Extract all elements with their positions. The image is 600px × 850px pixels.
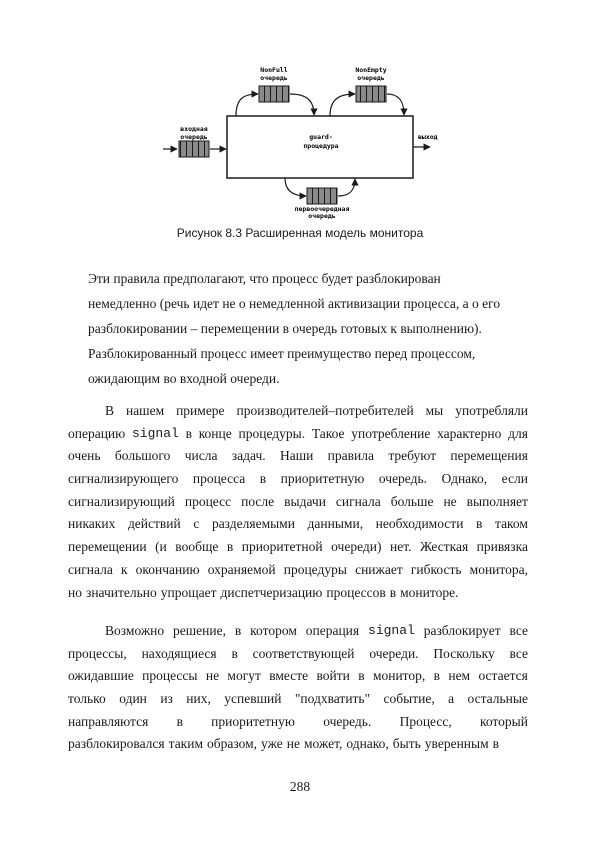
word: в bbox=[476, 516, 483, 532]
word: приоритетную bbox=[211, 713, 295, 729]
word: в bbox=[231, 645, 238, 661]
paragraph-1-line: разблокировании – перемещении в очередь готовых к выполнению). bbox=[88, 321, 482, 336]
word: очереди. bbox=[369, 645, 419, 661]
word: числа bbox=[184, 448, 218, 464]
arrow-from-nonempty bbox=[387, 94, 404, 115]
word: данными, bbox=[307, 516, 364, 532]
word: Наши bbox=[279, 448, 314, 464]
label-input: входная bbox=[180, 125, 208, 133]
paragraph2-line bbox=[68, 423, 528, 446]
word: процесс bbox=[184, 493, 232, 509]
word: уже bbox=[261, 736, 283, 752]
word: могут bbox=[227, 668, 261, 684]
word: значительно bbox=[85, 584, 157, 600]
word: процессы bbox=[142, 668, 198, 684]
paragraph-1-line: ожидающим во входной очереди. bbox=[88, 371, 280, 386]
word: требуют bbox=[388, 448, 437, 464]
word: из bbox=[160, 691, 173, 707]
word: успевший bbox=[224, 691, 282, 707]
arrow-to-nonempty bbox=[330, 94, 355, 116]
paragraph2-line bbox=[68, 513, 528, 536]
word: в bbox=[358, 668, 365, 684]
word: диспетчеризацию bbox=[220, 584, 323, 600]
word: направляются bbox=[68, 713, 149, 729]
word: процессов bbox=[326, 584, 386, 600]
word: окончанию bbox=[135, 561, 200, 577]
nonfull-queue bbox=[259, 86, 289, 102]
word: сигнализирующего bbox=[68, 471, 179, 487]
word: соответствующей bbox=[252, 645, 355, 661]
word: охраняемой bbox=[207, 561, 276, 577]
word: в bbox=[492, 736, 500, 752]
paragraph-1-line: немедленно (речь идет не о немедленной активизации процесса, а о его bbox=[88, 296, 501, 311]
paragraph3-line bbox=[68, 620, 528, 643]
word: приоритетную bbox=[280, 471, 365, 487]
word: может, bbox=[303, 736, 343, 752]
arrow-to-priority bbox=[285, 178, 306, 196]
word: не bbox=[443, 493, 457, 509]
word: никаких bbox=[68, 516, 116, 532]
paragraph2-line bbox=[68, 445, 528, 468]
code-term: signal bbox=[368, 623, 415, 638]
arrow-to-nonfull bbox=[236, 94, 258, 116]
word: большого bbox=[114, 448, 171, 464]
word: очень bbox=[68, 448, 101, 464]
word: больше bbox=[390, 493, 434, 509]
code-term: signal bbox=[132, 425, 179, 441]
paragraph-3 bbox=[68, 620, 528, 756]
word: в bbox=[234, 623, 242, 638]
label-nonempty-queue: очередь bbox=[357, 74, 385, 82]
word: нем bbox=[448, 668, 471, 684]
nonempty-queue bbox=[356, 86, 386, 102]
word: в bbox=[226, 539, 234, 555]
word: образом, bbox=[207, 736, 258, 752]
word: Возможно bbox=[105, 623, 165, 638]
paragraph3-line bbox=[68, 733, 528, 756]
word: (и bbox=[155, 539, 167, 555]
word: примере bbox=[176, 403, 225, 418]
word: один bbox=[119, 691, 147, 707]
paragraph2-line bbox=[68, 559, 528, 582]
arrow-from-priority bbox=[338, 179, 355, 196]
figure-caption: Рисунок 8.3 Расширенная модель монитора bbox=[176, 226, 424, 240]
paragraph3-line bbox=[68, 643, 528, 666]
word: монитора, bbox=[469, 561, 528, 577]
word: привязка bbox=[476, 539, 528, 555]
word: не bbox=[205, 668, 220, 684]
word: выдачи bbox=[284, 493, 326, 509]
word: очередь. bbox=[323, 713, 372, 729]
word: Однако, bbox=[441, 471, 488, 487]
word: снижает bbox=[355, 561, 403, 577]
word: разблокирует bbox=[423, 623, 501, 638]
word: Жесткая bbox=[419, 539, 469, 555]
word: действий bbox=[127, 516, 181, 532]
word: находящиеся bbox=[141, 645, 217, 661]
word: производителей–потребителей bbox=[236, 403, 414, 418]
word: вообще bbox=[175, 539, 219, 555]
paragraph-1-line: Эти правила предполагают, что процесс будет разблокирован bbox=[88, 271, 441, 286]
word: остается bbox=[478, 668, 528, 684]
word: все bbox=[509, 623, 528, 638]
page-number: 288 bbox=[289, 779, 311, 794]
word: сигнализирующий bbox=[68, 493, 175, 509]
label-priority-queue: очередь bbox=[308, 212, 336, 220]
word: однако, bbox=[346, 736, 389, 752]
word: употребление bbox=[351, 425, 431, 441]
word: в bbox=[433, 668, 440, 684]
word: операцию bbox=[68, 425, 126, 441]
word: сигнала bbox=[68, 561, 113, 577]
word: процессы, bbox=[68, 645, 127, 661]
word: В bbox=[105, 403, 115, 418]
word: правила bbox=[327, 448, 374, 464]
word: процедуры bbox=[283, 561, 347, 577]
word: который bbox=[479, 713, 528, 729]
label-guard-procedure: процедура bbox=[303, 142, 339, 150]
word: Такое bbox=[311, 425, 345, 441]
label-guard: guard- bbox=[309, 133, 333, 141]
word: необходимости bbox=[375, 516, 464, 532]
word: нашем bbox=[125, 403, 165, 418]
paragraph3-line bbox=[68, 665, 528, 688]
word: перемещении bbox=[68, 539, 147, 555]
word: очереди) bbox=[331, 539, 382, 555]
word: уверенным bbox=[424, 736, 489, 752]
word: с bbox=[193, 516, 200, 532]
word: нет. bbox=[389, 539, 412, 555]
word: Процесс, bbox=[399, 713, 452, 729]
label-priority: первоочередная bbox=[294, 205, 350, 213]
word: таким bbox=[168, 736, 204, 752]
word: них, bbox=[186, 691, 211, 707]
word: вместе bbox=[269, 668, 309, 684]
word: а bbox=[448, 691, 455, 707]
word: Поскольку bbox=[433, 645, 495, 661]
word: "подхватить" bbox=[294, 691, 371, 707]
word: решение, bbox=[173, 623, 226, 638]
paragraph3-line bbox=[68, 711, 528, 734]
paragraph-2 bbox=[68, 400, 528, 604]
word: задач. bbox=[231, 448, 266, 464]
word: разблокировался bbox=[68, 736, 165, 752]
word: в bbox=[259, 471, 267, 487]
word: процесса bbox=[192, 471, 246, 487]
paragraph2-line bbox=[68, 468, 528, 491]
word: разделяемыми bbox=[211, 516, 295, 532]
word: монитор, bbox=[372, 668, 426, 684]
word: перемещения bbox=[450, 448, 528, 464]
word: если bbox=[501, 471, 528, 487]
word: операция bbox=[305, 623, 360, 638]
word: быть bbox=[392, 736, 421, 752]
word: в bbox=[389, 584, 397, 600]
word: выполняет bbox=[466, 493, 528, 509]
input-queue bbox=[179, 141, 209, 157]
priority-queue bbox=[307, 188, 337, 204]
monitor-model-figure bbox=[0, 0, 600, 220]
label-nonfull-queue: очередь bbox=[260, 74, 288, 82]
word: ожидавшие bbox=[68, 668, 134, 684]
paragraph2-line bbox=[68, 582, 528, 605]
word: сигнала bbox=[335, 493, 381, 509]
paragraph2-line bbox=[68, 491, 528, 514]
paragraph2-line bbox=[68, 400, 528, 423]
monitor-diagram bbox=[0, 0, 600, 220]
word: но bbox=[68, 584, 82, 600]
word: гибкость bbox=[410, 561, 462, 577]
word: войти bbox=[316, 668, 350, 684]
word: для bbox=[508, 425, 528, 441]
word: упрощает bbox=[160, 584, 217, 600]
word: мониторе. bbox=[400, 584, 459, 600]
label-output: выход bbox=[418, 133, 438, 141]
word: мы bbox=[425, 403, 444, 418]
arrow-from-nonfull bbox=[290, 94, 314, 115]
word: в bbox=[185, 425, 192, 441]
label-nonfull: NonFull bbox=[260, 66, 288, 74]
label-nonempty: NonEmpty bbox=[355, 66, 387, 74]
word: конце bbox=[198, 425, 232, 441]
word: в bbox=[176, 713, 183, 729]
word: процедуры. bbox=[238, 425, 306, 441]
word: не bbox=[286, 736, 300, 752]
word: к bbox=[120, 561, 128, 577]
paragraph-1 bbox=[88, 266, 528, 391]
word: характерно bbox=[437, 425, 502, 441]
paragraph-1-line: Разблокированный процесс имеет преимущество перед процессом, bbox=[88, 346, 476, 361]
word: очередь. bbox=[378, 471, 428, 487]
word: приоритетной bbox=[241, 539, 323, 555]
paragraph2-line bbox=[68, 536, 528, 559]
word: употребляли bbox=[455, 403, 528, 418]
label-input-queue: очередь bbox=[180, 133, 208, 141]
word: после bbox=[241, 493, 275, 509]
word: остальные bbox=[467, 691, 528, 707]
word: таком bbox=[495, 516, 528, 532]
word: все bbox=[509, 645, 528, 661]
paragraph3-line bbox=[68, 688, 528, 711]
word: событие, bbox=[383, 691, 435, 707]
word: только bbox=[68, 691, 106, 707]
word: котором bbox=[250, 623, 297, 638]
